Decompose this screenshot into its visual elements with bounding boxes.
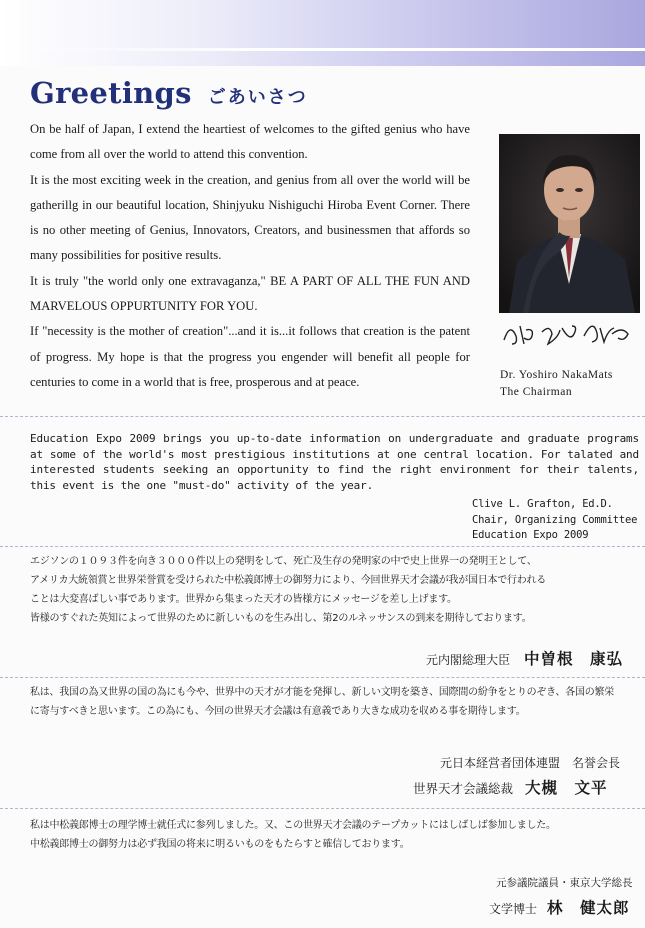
otsuki-signature bbox=[413, 776, 608, 798]
portrait-illustration bbox=[499, 134, 640, 313]
letter-paragraph: On be half of Japan, I extend the heartiest of welcomes to the gifted genius who have come from all over the world to attend this convention. bbox=[30, 122, 470, 162]
message-line: 皆様のすぐれた英知によって世界のために新しいものを生み出し、第2のルネッサンスの到来を期待しております。 bbox=[30, 613, 532, 624]
section-divider bbox=[0, 677, 645, 678]
hayashi-title-2: 文学博士 bbox=[489, 902, 538, 916]
expo-paragraph: Education Expo 2009 brings you up-to-date information on undergraduate and graduate programs at some of the world's most prestigious institutions at one central location. For talated and interested students seeking an opportunity to find the right environment for their talents, this event is the one "must-do" activity of the year. bbox=[30, 432, 639, 492]
message-line: 私は中松義郎博士の理学博士就任式に参列しました。又、この世界天才会議のテープカットにはしばしば参加しました。 bbox=[30, 820, 556, 831]
nakasone-name: 中曽根 康弘 bbox=[524, 650, 624, 668]
chairman-portrait bbox=[499, 134, 640, 313]
title-japanese: ごあいさつ bbox=[207, 87, 308, 108]
message-line: エジソンの１０９３件を向き３０００件以上の発明をして、死亡及生存の発明家の中で史上世界一の発明王として、 bbox=[30, 556, 537, 567]
otsuki-message bbox=[30, 683, 614, 721]
chairman-title: The Chairman bbox=[500, 386, 573, 398]
hayashi-title-1: 元参議院議員・東京大学総長 bbox=[496, 877, 633, 889]
letter-paragraph: If "necessity is the mother of creation"...and it is...it follows that creation is the patent of progress. My hope is that the progress you engender will benefit all people for centuries to come in a world that is free, prosperous and at peace. bbox=[30, 324, 470, 389]
section-divider bbox=[0, 546, 645, 547]
expo-signer-org: Education Expo 2009 bbox=[472, 529, 589, 541]
section-divider bbox=[0, 808, 645, 809]
nakasone-message bbox=[30, 552, 546, 628]
message-line: アメリカ大統領賞と世界栄誉賞を受けられた中松義郎博士の御努力により、今回世界天才会議が我が国日本で行われる bbox=[30, 575, 547, 586]
hayashi-name: 林 健太郎 bbox=[547, 899, 630, 917]
title-english: Greetings bbox=[30, 76, 192, 110]
message-line: ことは大変喜ばしい事であります。世界から集まった天才の皆様方にメッセージを差し上げます。 bbox=[30, 594, 457, 605]
section-divider bbox=[0, 416, 645, 417]
header-band bbox=[0, 0, 645, 66]
message-line: に寄与すべきと思います。この為にも、今回の世界天才会議は有意義であり大きな成功を収める事を期待します。 bbox=[30, 706, 526, 717]
otsuki-title-row bbox=[440, 754, 620, 771]
chairman-name: Dr. Yoshiro NakaMats bbox=[500, 369, 613, 381]
chairman-letter bbox=[30, 117, 470, 395]
chairman-signature bbox=[502, 316, 634, 352]
otsuki-name: 大槻 文平 bbox=[525, 779, 608, 797]
letter-paragraph: It is the most exciting week in the creation, and genius from all over the world will be gatherillg in our beautiful location, Shinjyuku Nishiguchi Hiroba Event Corner. There is no other meeting of Genius, Innovators, Creators, and businessmen that affords so many possibilities for positive results. bbox=[30, 172, 470, 263]
message-line: 中松義郎博士の御努力は必ず我国の将来に明るいものをもたらすと確信しております。 bbox=[30, 839, 410, 850]
hayashi-signature bbox=[489, 896, 630, 918]
page-title bbox=[30, 76, 308, 110]
letter-paragraph: It is truly "the world only one extravaganza," BE A PART OF ALL THE FUN AND MARVELOUS OPPURTUNITY FOR YOU. bbox=[30, 273, 470, 314]
chairman-signature-block bbox=[500, 367, 645, 401]
otsuki-title-2: 世界天才会議総裁 bbox=[413, 781, 514, 796]
otsuki-title-1: 元日本経営者団体連盟 名誉会長 bbox=[440, 756, 621, 770]
expo-signature-block bbox=[472, 497, 642, 544]
header-band-line bbox=[0, 48, 645, 51]
hayashi-title-row bbox=[496, 875, 633, 890]
message-line: 私は、我国の為又世界の国の為にも今や、世界中の天才が才能を発揮し、新しい文明を築き、国際間の紛争をとりのぞき、各国の繁栄 bbox=[30, 687, 614, 698]
hayashi-message bbox=[30, 816, 556, 854]
expo-signer-title: Chair, Organizing Committee bbox=[472, 513, 638, 526]
nakasone-title: 元内閣総理大臣 bbox=[426, 653, 511, 667]
nakasone-signature bbox=[426, 647, 623, 669]
expo-signer-name: Clive L. Grafton, Ed.D. bbox=[472, 498, 613, 510]
